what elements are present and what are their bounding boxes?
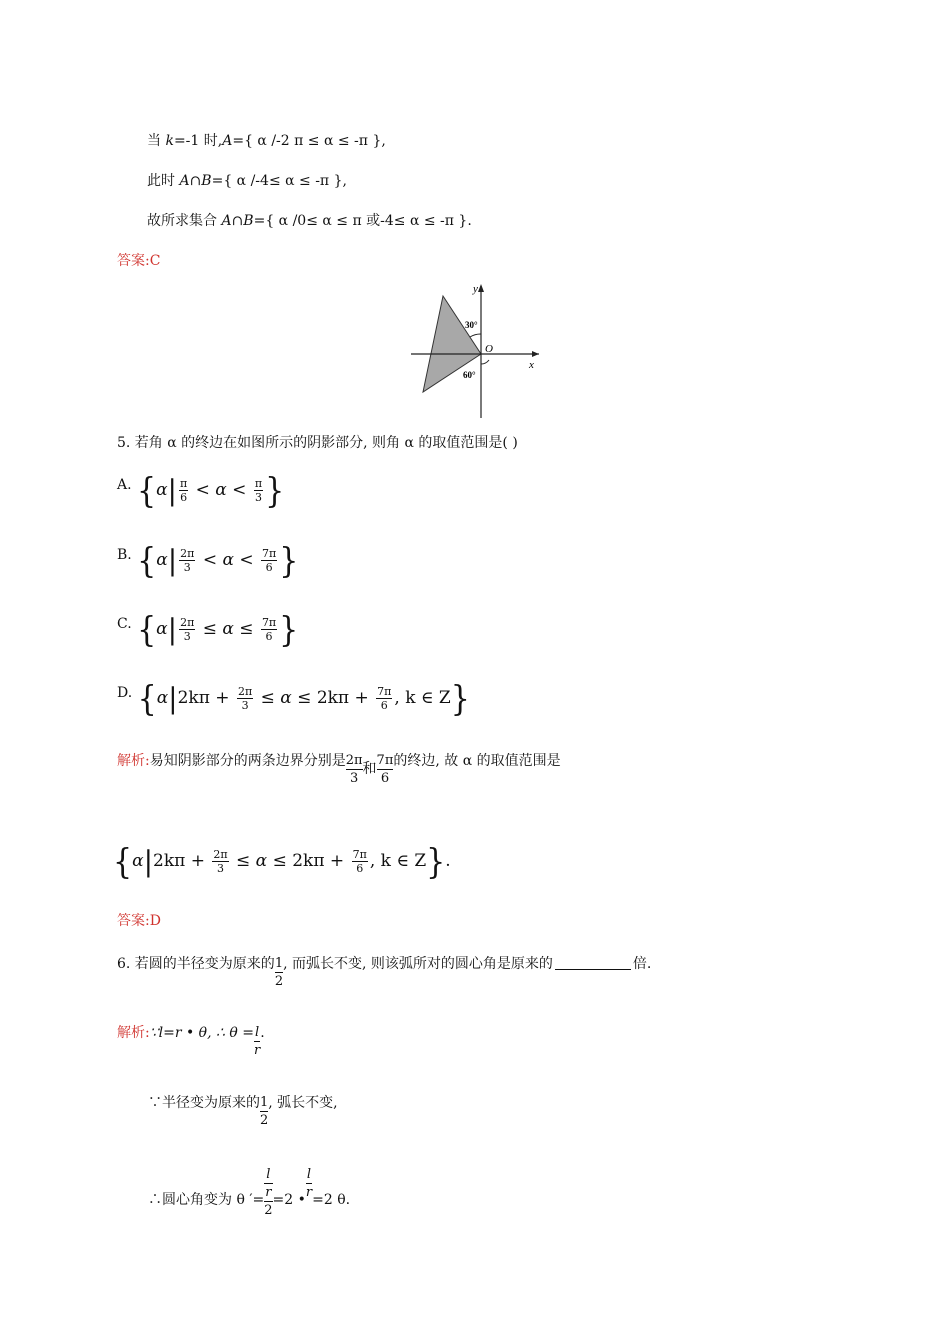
- q5-option-a: A. {α| $\frac{\pi}{6}$ < α < $\frac{\pi}{3}$ }: [117, 471, 285, 512]
- angle-30-label: 30°: [465, 320, 478, 330]
- y-label: y: [473, 283, 478, 295]
- answer-blank[interactable]: [555, 955, 631, 970]
- q6-analysis-line-3: ∴圆心角变为 θ ′= l r 2 =2 • $\frac{l}{r}$ =2 θ.: [148, 1167, 351, 1218]
- x-label: x: [529, 359, 534, 371]
- q5-stem: 5. 若角 α 的终边在如图所示的阴影部分, 则角 α 的取值范围是( ): [117, 435, 518, 451]
- origin-label: O: [485, 343, 493, 355]
- prev-line-3: 故所求集合 A∩B={ α /0≤ α ≤ π 或-4≤ α ≤ -π }.: [147, 213, 472, 229]
- q6-stem: 6. 若圆的半径变为原来的 $\frac{1}{2}$ , 而弧长不变, 则该弧所对的圆心角是原来的 倍.: [117, 956, 652, 989]
- angle-60-label: 60°: [463, 370, 476, 380]
- q5-analysis: 解析:易知阴影部分的两条边界分别是 $\frac{2\pi}{3}$ 和 $\frac{7\pi}{6}$ 的终边, 故 α 的取值范围是: [117, 753, 561, 786]
- q5-answer: 答案:D: [117, 913, 161, 929]
- prev-line-1: 当 k=-1 时,A={ α /-2 π ≤ α ≤ -π },: [147, 133, 386, 149]
- q5-option-d: D. {α|2kπ + $\frac{2\pi}{3}$ ≤ α ≤ 2kπ + $\frac{7\pi}{6}$ , k ∈ Z}: [117, 679, 470, 720]
- angle-figure: [405, 282, 545, 422]
- prev-line-2: 此时 A∩B={ α /-4≤ α ≤ -π },: [147, 173, 347, 189]
- q5-analysis-set: {α|2kπ + $\frac{2\pi}{3}$ ≤ α ≤ 2kπ + $\frac{7\pi}{6}$ , k ∈ Z}.: [113, 842, 451, 883]
- angle-arc-bottom: [481, 360, 489, 364]
- q5-option-b: B. {α| $\frac{2\pi}{3}$ < α < $\frac{7\pi}{6}$ }: [117, 541, 299, 582]
- q6-analysis-line-1: 解析:∵l=r • θ, ∴ θ = $\frac{l}{r}$ .: [117, 1025, 265, 1058]
- q6-analysis-line-2: ∵半径变为原来的 $\frac{1}{2}$ , 弧长不变,: [148, 1095, 338, 1128]
- angle-arc-top: [470, 334, 481, 337]
- prev-answer: 答案:C: [117, 253, 161, 269]
- q5-option-c: C. {α| $\frac{2\pi}{3}$ ≤ α ≤ $\frac{7\pi}{6}$ }: [117, 610, 299, 651]
